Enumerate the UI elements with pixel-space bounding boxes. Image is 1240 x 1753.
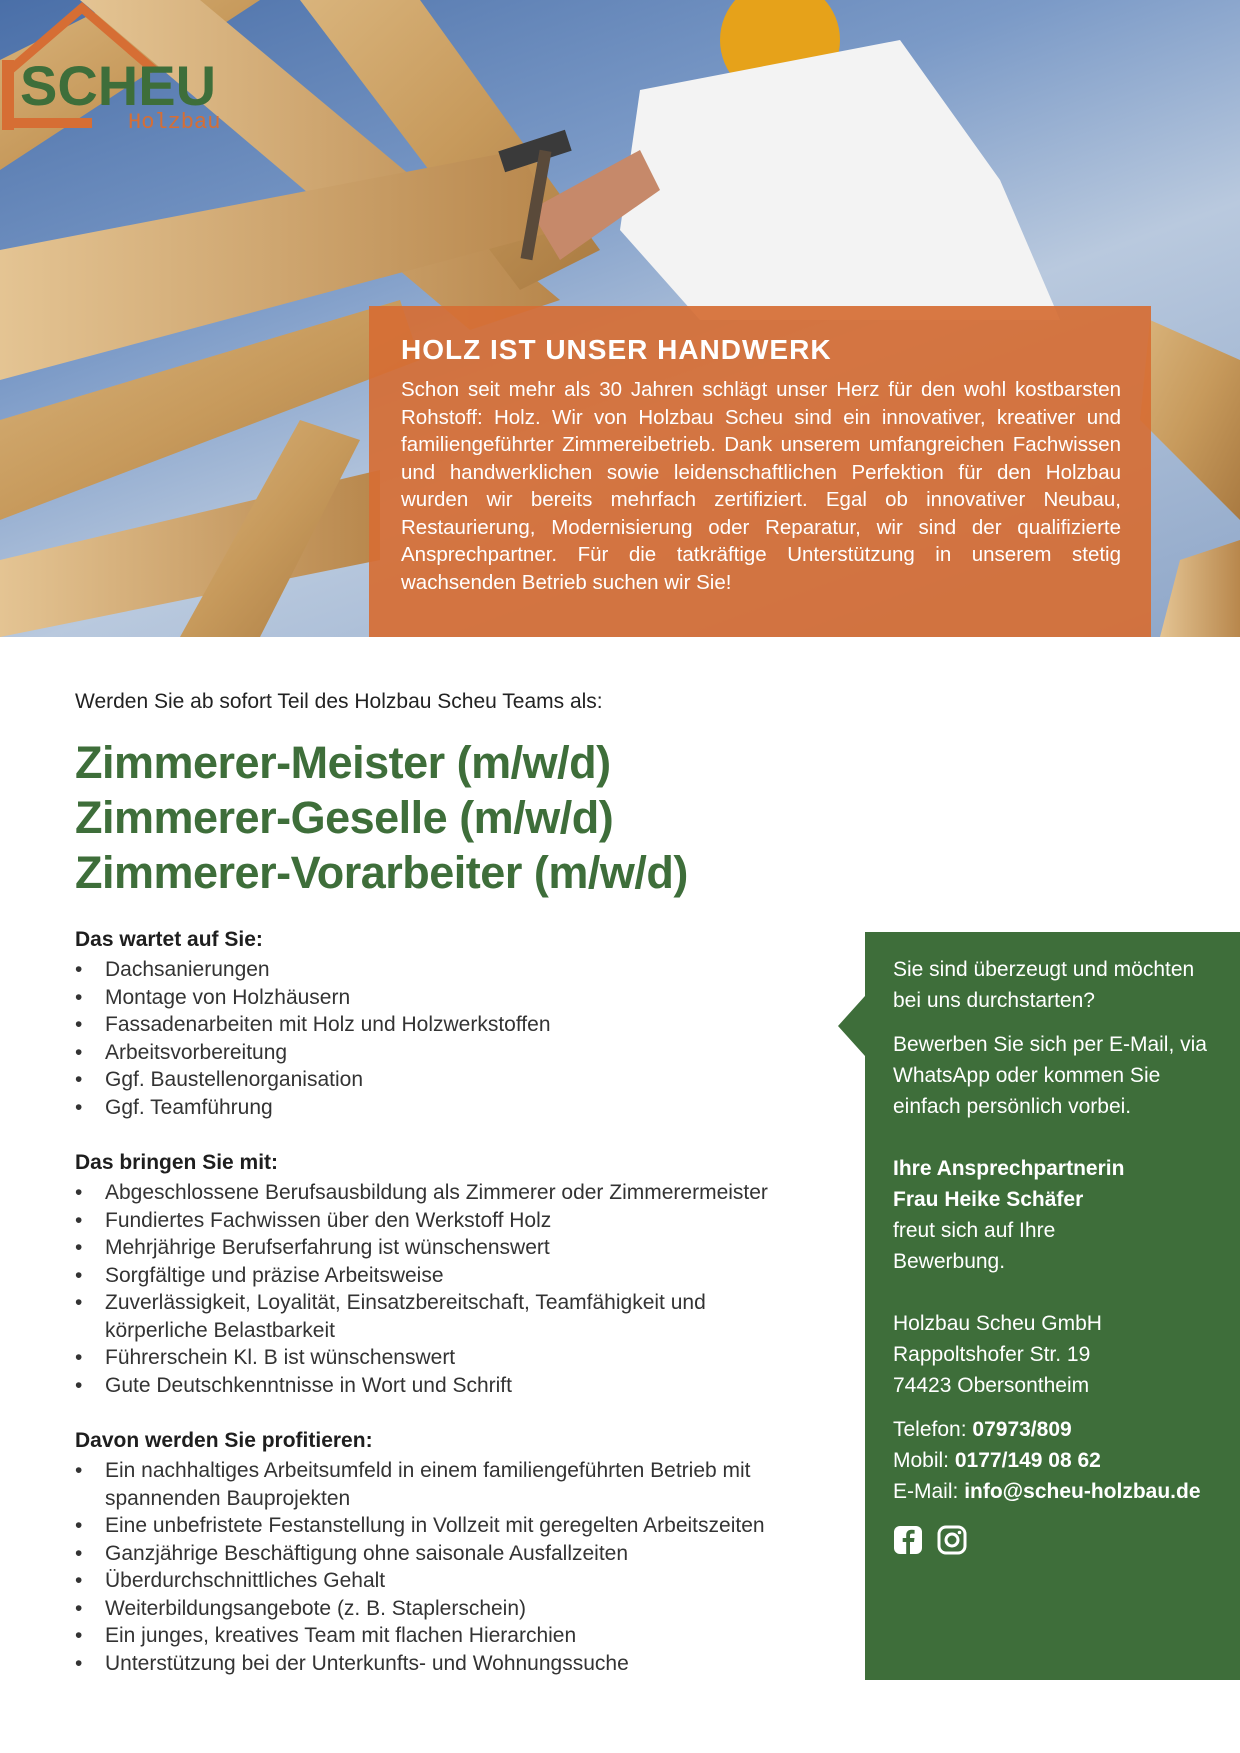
list-item: • Fundiertes Fachwissen über den Werkstoff Holz <box>75 1207 835 1235</box>
phone-label: Telefon: <box>893 1418 967 1441</box>
list-item: • Führerschein Kl. B ist wünschenswert <box>75 1344 835 1372</box>
contact-person-name: Frau Heike Schäfer <box>893 1188 1084 1211</box>
company-name: Holzbau Scheu GmbH <box>893 1312 1102 1335</box>
email-label: E-Mail: <box>893 1480 959 1503</box>
company-city: 74423 Obersontheim <box>893 1374 1090 1397</box>
scheu-holzbau-logo <box>0 0 260 140</box>
hero-image <box>0 0 1240 637</box>
list-item: • Ggf. Baustellenorganisation <box>75 1066 835 1094</box>
list-item: • Ein nachhaltiges Arbeitsumfeld in einem familiengeführten Betrieb mit spannenden Bauprojekten <box>75 1457 805 1512</box>
contact-intro: Sie sind überzeugt und möchten bei uns durchstarten? <box>893 958 1195 1012</box>
list-item: • Gute Deutschkenntnisse in Wort und Schrift <box>75 1372 835 1400</box>
job-title-meister: Zimmerer-Meister (m/w/d) <box>75 737 611 788</box>
contact-person-title: Ihre Ansprechpartnerin <box>893 1157 1125 1180</box>
list-item: • Zuverlässigkeit, Loyalität, Einsatzbereitschaft, Teamfähigkeit und körperliche Belastbarkeit <box>75 1289 785 1344</box>
list-item: • Arbeitsvorbereitung <box>75 1039 835 1067</box>
job-title-geselle: Zimmerer-Geselle (m/w/d) <box>75 792 614 843</box>
intro-heading: HOLZ IST UNSER HANDWERK <box>401 334 832 365</box>
lead-text: Werden Sie ab sofort Teil des Holzbau Scheu Teams als: <box>75 690 603 713</box>
facebook-icon[interactable] <box>893 1525 923 1555</box>
section-benefits <box>75 1429 835 1677</box>
contact-box-notch <box>838 996 865 1056</box>
list-item: • Abgeschlossene Berufsausbildung als Zimmerer oder Zimmerermeister <box>75 1179 835 1207</box>
list-item: • Überdurchschnittliches Gehalt <box>75 1567 835 1595</box>
section-tasks <box>75 928 835 1121</box>
logo-sub: Holzbau <box>128 110 221 135</box>
list-item: • Ein junges, kreatives Team mit flachen Hierarchien <box>75 1622 835 1650</box>
intro-box <box>369 306 1151 637</box>
section-heading: Das bringen Sie mit: <box>75 1151 279 1174</box>
list-item: • Ggf. Teamführung <box>75 1094 835 1122</box>
section-heading: Davon werden Sie profitieren: <box>75 1429 373 1452</box>
logo-name: SCHEU <box>20 54 217 117</box>
section-heading: Das wartet auf Sie: <box>75 928 263 951</box>
intro-text: Schon seit mehr als 30 Jahren schlägt unser Herz für den wohl kostbarsten Rohstoff: Holz. Wir von Holzbau Scheu sind ein innovativer, kreativer und familiengeführter Zimmereibetrieb. Dank unserem umfangreichen Fachwissen und handwerklichen sowie leidenschaftlichen Perfektion für den Holzbau wurden wir bereits mehrfach zertifiziert. Egal ob innovativer Neubau, Restaurierung, Modernisierung oder Reparatur, wir sind der qualifizierte Ansprechpartner. Für die tatkräftige Unterstützung in unserem stetig wachsenden Betrieb suchen wir Sie! <box>401 378 1121 594</box>
list-item: • Montage von Holzhäusern <box>75 984 835 1012</box>
instagram-icon[interactable] <box>937 1525 967 1555</box>
social-links <box>893 1525 1220 1555</box>
list-item: • Eine unbefristete Festanstellung in Vollzeit mit geregelten Arbeitszeiten <box>75 1512 835 1540</box>
section-requirements <box>75 1151 835 1399</box>
contact-box <box>865 932 1240 1680</box>
email-link[interactable]: info@scheu-holzbau.de <box>964 1480 1201 1503</box>
list-item: • Ganzjährige Beschäftigung ohne saisonale Ausfallzeiten <box>75 1540 835 1568</box>
list-item: • Fassadenarbeiten mit Holz und Holzwerkstoffen <box>75 1011 835 1039</box>
list-item: • Dachsanierungen <box>75 956 835 984</box>
mobile-number[interactable]: 0177/149 08 62 <box>954 1449 1101 1472</box>
company-street: Rappoltshofer Str. 19 <box>893 1343 1091 1366</box>
job-title-vorarbeiter: Zimmerer-Vorarbeiter (m/w/d) <box>75 847 688 898</box>
list-item: • Unterstützung bei der Unterkunfts- und Wohnungssuche <box>75 1650 835 1678</box>
list-item: • Weiterbildungsangebote (z. B. Staplerschein) <box>75 1595 835 1623</box>
contact-apply-text: Bewerben Sie sich per E-Mail, via WhatsApp oder kommen Sie einfach persönlich vorbei. <box>893 1033 1207 1118</box>
list-item: • Mehrjährige Berufserfahrung ist wünschenswert <box>75 1234 835 1262</box>
contact-person-text: freut sich auf Ihre Bewerbung. <box>893 1219 1056 1273</box>
phone-number[interactable]: 07973/809 <box>972 1418 1072 1441</box>
mobile-label: Mobil: <box>893 1449 950 1472</box>
job-titles <box>75 735 688 900</box>
list-item: • Sorgfältige und präzise Arbeitsweise <box>75 1262 835 1290</box>
